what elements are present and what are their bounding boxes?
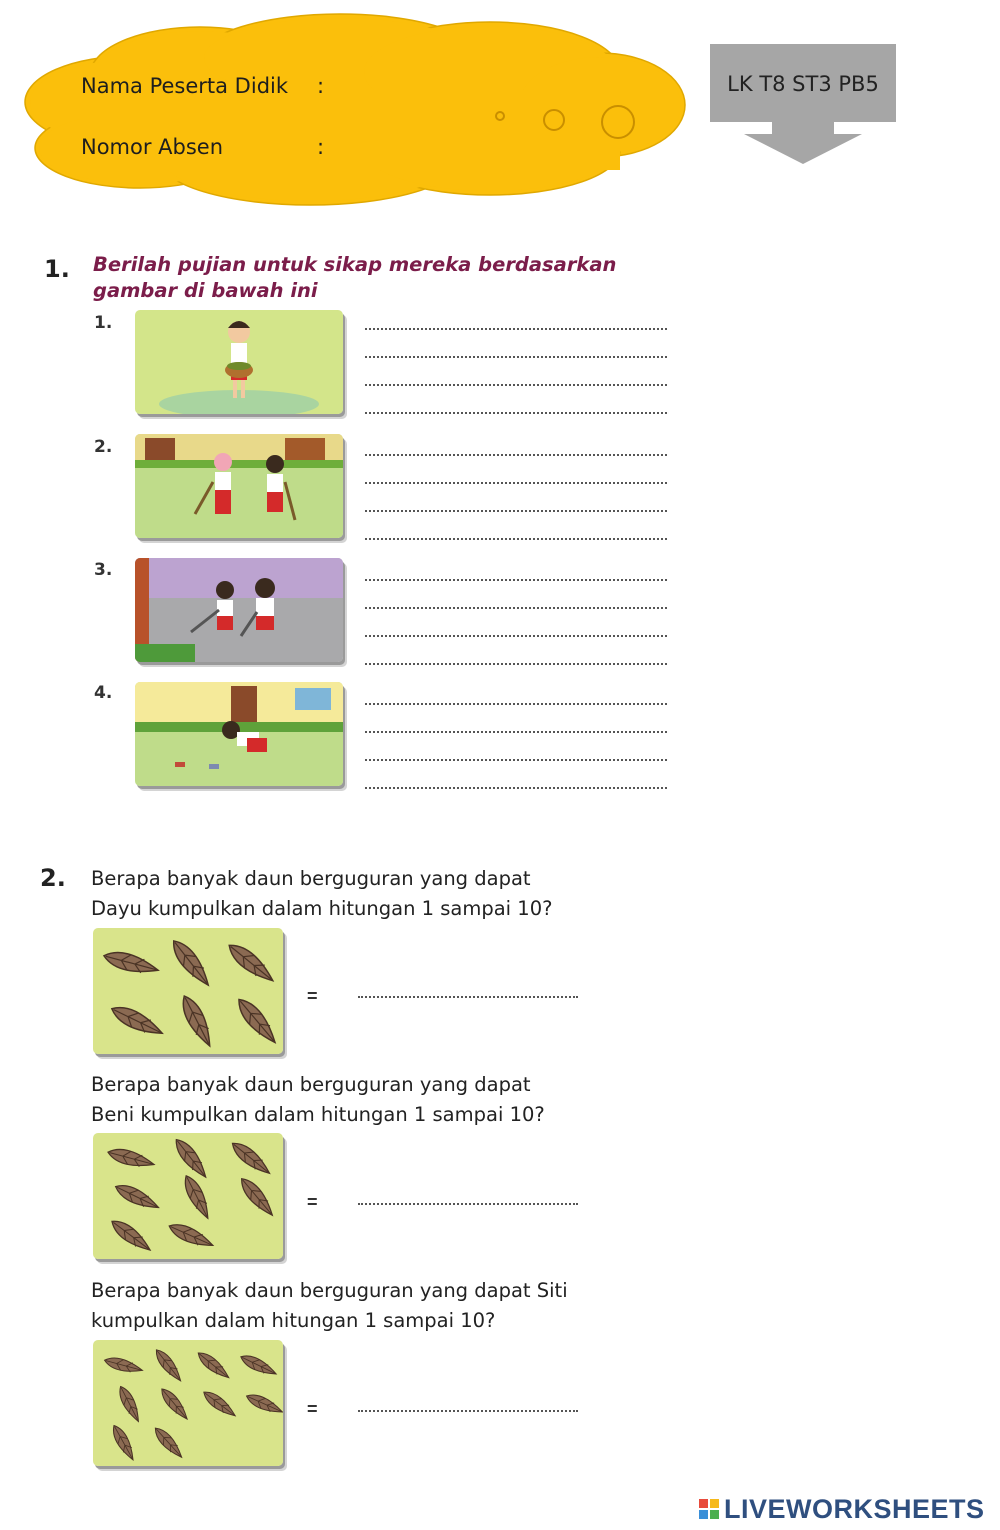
absen-label: Nomor Absen	[81, 135, 224, 159]
question-2c-line-2: kumpulkan dalam hitungan 1 sampai 10?	[91, 1309, 496, 1332]
name-colon: :	[317, 74, 325, 98]
item-2-number: 2.	[94, 437, 113, 457]
name-label: Nama Peserta Didik	[81, 74, 289, 98]
equals-sign: =	[307, 1192, 318, 1212]
leaves-picture-beni	[93, 1133, 283, 1259]
picture-children-cleaning-floor	[135, 558, 343, 662]
equals-sign: =	[307, 986, 318, 1006]
answer-line[interactable]	[365, 482, 667, 484]
answer-line[interactable]	[365, 787, 667, 789]
answer-line[interactable]	[365, 579, 667, 581]
question-2a-text	[91, 864, 552, 924]
question-1-text: Berilah pujian untuk sikap mereka berdasarkan gambar di bawah ini	[93, 253, 617, 302]
item-1-number: 1.	[94, 313, 113, 333]
answer-line[interactable]	[365, 731, 667, 733]
answer-field-beni[interactable]	[358, 1203, 578, 1205]
picture-girl-picking-up-trash	[135, 682, 343, 786]
question-2b-text	[91, 1070, 545, 1130]
answer-line[interactable]	[365, 328, 667, 330]
item-3-number: 3.	[94, 560, 113, 580]
answer-line[interactable]	[365, 356, 667, 358]
question-1-number: 1.	[44, 255, 70, 283]
brand-name: LIVEWORKSHEETS	[724, 1493, 985, 1524]
absen-colon: :	[317, 135, 325, 159]
worksheet-code: LK T8 ST3 PB5	[727, 72, 879, 96]
question-2b-line-2: Beni kumpulkan dalam hitungan 1 sampai 10?	[91, 1103, 545, 1126]
answer-field-siti[interactable]	[358, 1410, 578, 1412]
answer-line[interactable]	[365, 635, 667, 637]
question-2b-line-1: Berapa banyak daun berguguran yang dapat	[91, 1073, 531, 1096]
leaves-picture-dayu	[93, 928, 283, 1054]
answer-line[interactable]	[365, 607, 667, 609]
answer-line[interactable]	[365, 412, 667, 414]
liveworksheets-logo	[698, 1492, 985, 1526]
picture-child-carrying-basket	[135, 310, 343, 414]
question-2a-line-1: Berapa banyak daun berguguran yang dapat	[91, 867, 531, 890]
answer-line[interactable]	[365, 538, 667, 540]
answer-line[interactable]	[365, 510, 667, 512]
answer-line[interactable]	[365, 663, 667, 665]
brand-squares-icon	[698, 1498, 722, 1520]
answer-line[interactable]	[365, 759, 667, 761]
item-4-number: 4.	[94, 683, 113, 703]
question-2c-text	[91, 1276, 568, 1336]
answer-line[interactable]	[365, 384, 667, 386]
leaves-picture-siti	[93, 1340, 283, 1466]
question-2-number: 2.	[40, 864, 66, 892]
question-2c-line-1: Berapa banyak daun berguguran yang dapat Siti	[91, 1279, 568, 1302]
picture-children-sweeping-yard	[135, 434, 343, 538]
code-tag-shape	[710, 44, 896, 164]
question-2a-line-2: Dayu kumpulkan dalam hitungan 1 sampai 10?	[91, 897, 553, 920]
answer-line[interactable]	[365, 454, 667, 456]
answer-line[interactable]	[365, 703, 667, 705]
answer-field-dayu[interactable]	[358, 996, 578, 998]
header-cloud	[20, 10, 690, 215]
equals-sign: =	[307, 1399, 318, 1419]
